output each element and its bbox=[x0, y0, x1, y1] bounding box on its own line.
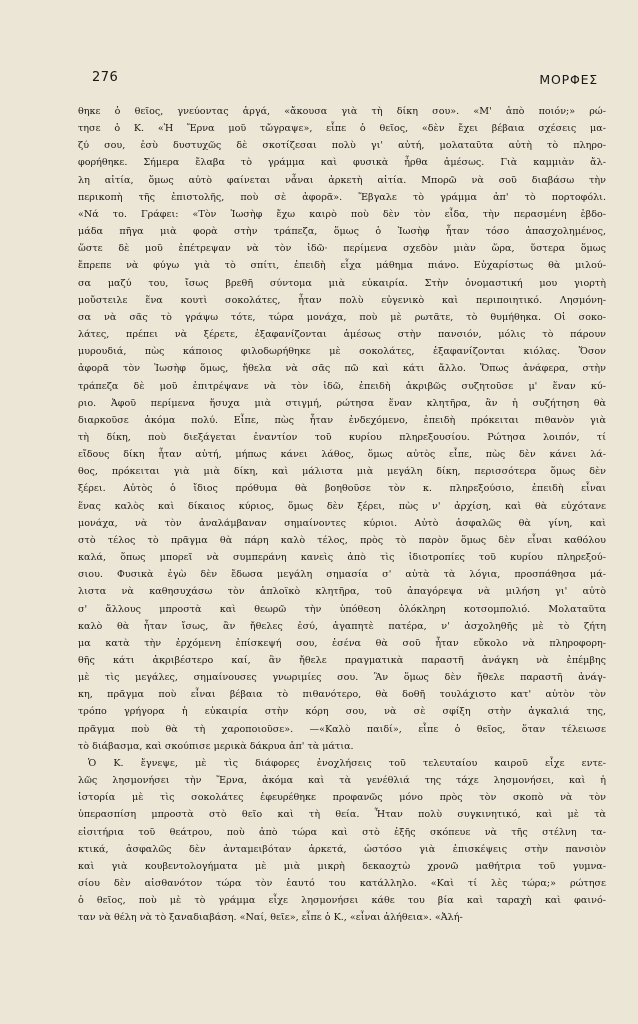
text-line: κη, πρᾶγμα ποὺ εἶναι βέβαια τὸ πιθανότερο, θὰ δοθῆ τουλάχιστο κατ' αὐτὸν τὸν bbox=[78, 689, 606, 701]
text-line: διαρκοῦσε ἀκόμα πολύ. Εἶπε, πὼς ἦταν ἐνδεχόμενο, ἐπειδὴ πρόκειται πιθανὸν γιὰ bbox=[78, 414, 606, 426]
text-line: ὑπερασπίση μπροστὰ στὸ θεῖο καὶ τὴ θεία. Ἦταν πολὺ συγκινητικό, καὶ μὲ τὰ bbox=[78, 809, 606, 821]
text-line: περικοπὴ τῆς ἐπιστολῆς, ποὺ σὲ ἀφορᾶ». Ἔβγαλε τὸ γράμμα ἀπ' τὸ πορτοφόλι. bbox=[78, 191, 606, 203]
page-number: 276 bbox=[92, 70, 119, 85]
text-line: σ' ἄλλους μπροστὰ καὶ θεωρῶ τὴν ὑπόθεση ὁλόκληρη κοτσομπολιό. Μολαταῦτα bbox=[78, 603, 606, 615]
text-line: μυρουδιά, πὼς κάποιος φιλοδωρήθηκε μὲ σοκολάτες, ἐξαφανίζονται κιόλας. Ὅσον bbox=[78, 346, 606, 358]
text-line: μοὔστειλε ἕνα κουτὶ σοκολάτες, ἦταν πολὺ εὐγενικὸ καὶ περιποιητικό. Λησμόνη- bbox=[78, 294, 606, 306]
text-line: πρᾶγμα ποὺ θὰ τὴ χαροποιοῦσε». —«Καλὸ παιδί», εἶπε ὁ θεῖος, ὅταν τέλειωσε bbox=[78, 723, 606, 735]
text-line: «Νά το. Γράφει: «Τὸν Ἰωσὴφ ἔχω καιρὸ ποὺ δὲν τὸν εἶδα, τὴν περασμένη ἑβδο- bbox=[78, 208, 606, 220]
text-line: τὸ διάβασμα, καὶ σκούπισε μερικὰ δάκρυα ἀπ' τὰ μάτια. bbox=[78, 740, 354, 752]
running-title: ΜΟΡΦΕΣ bbox=[539, 72, 598, 87]
text-line: μονάχα, νὰ τὸν ἀναλάμβαναν σημαίνοντες κύριοι. Αὐτὸ ἀσφαλῶς θὰ γίνη, καὶ bbox=[78, 517, 606, 529]
text-line: τησε ὁ Κ. «Ἡ Ἔρνα μοῦ τὤγραψε», εἶπε ὁ θεῖος, «δὲν ἔχει βέβαια σχέσεις μα- bbox=[78, 123, 606, 135]
text-line: Ὁ Κ. ἔγνεψε, μὲ τὶς διάφορες ἐνοχλήσεις τοῦ τελευταίου καιροῦ εἶχε εντε- bbox=[88, 757, 606, 769]
text-line: ξέρει. Αὐτὸς ὁ ἴδιος πρόθυμα θὰ βοηθοῦσε τὸν κ. πληρεξούσιο, ἐπειδὴ εἶναι bbox=[78, 483, 606, 495]
text-line: θῆς κάτι ἀκριβέστερο καί, ἂν ἤθελε πραγματικὰ παραστῆ ἀνάγκη νὰ ἐπέμβης bbox=[78, 655, 606, 666]
text-line: καλά, ὅπως μπορεῖ νὰ συμπεράνη κανεὶς ἀπὸ τὶς ἰδιοτροπίες τοῦ κυρίου πληρεξού- bbox=[78, 552, 606, 564]
text-line: λιστα νὰ καθησυχάσω τὸν ἁπλοϊκὸ κλητῆρα, τοῦ ἀπαγόρεψα νὰ μιλήση γι' αὐτὸ bbox=[78, 586, 606, 598]
text-line: σιου. Φυσικὰ ἐγὼ δὲν ἔδωσα μεγάλη σημασία σ' αὐτὰ τὰ λόγια, προσπάθησα μά- bbox=[78, 569, 606, 581]
text-line: τράπεζα δὲ μοῦ ἐπιτρέψανε νὰ τὸν ἰδῶ, ἐπειδὴ ἀκριβῶς συζητοῦσε μ' ἕναν κύ- bbox=[78, 380, 606, 392]
text-line: ταν νὰ θέλη νὰ τὸ ξαναδιαβάση. «Ναί, θεῖε», εἶπε ὁ Κ., «εἶναι ἀλήθεια». «Ἀλή- bbox=[78, 912, 463, 924]
text-line: κτικά, ἀσφαλῶς δὲν ἀνταμειβόταν ἀρκετά, ὡστόσο γιὰ ἐπισκέψεις στὴν πανσιὸν bbox=[78, 843, 606, 855]
text-line: λῶς λησμονήσει τὴν Ἔρνα, ἀκόμα καὶ τὰ γενέθλιά της τάχε λησμονήσει, καὶ ἡ bbox=[78, 775, 606, 787]
text-line: μα κατὰ τὴν ἐρχόμενη ἐπίσκεψή σου, ἐσένα θὰ σοῦ ἦταν εὔκολο νὰ πληροφορη- bbox=[78, 637, 606, 649]
text-line: λη αἰτία, ὅμως αὐτὸ φαίνεται νἆναι ἀρκετὴ αἰτία. Μπορῶ νὰ σοῦ διαβάσω τὴν bbox=[78, 174, 606, 186]
text-line: ἔπρεπε νὰ φύγω γιὰ τὸ σπίτι, ἐπειδὴ εἶχα μάθημα πιάνο. Εὐχαρίστως θὰ μιλού- bbox=[78, 260, 606, 272]
text-line: σίου δὲν αἰσθανότον τώρα τὸν ἑαυτό του κατάλληλο. «Καὶ τί λὲς τώρα;» ρώτησε bbox=[78, 878, 606, 890]
text-line: ἱστορία μὲ τὶς σοκολάτες ἐφευρέθηκε προφανῶς μόνο πρὸς τὸν σκοπὸ νὰ τὸν bbox=[78, 792, 606, 804]
text-line: σα νὰ σᾶς τὸ γράψω τότε, τώρα μονάχα, ποὺ μὲ ρωτᾶτε, τὸ θυμήθηκα. Οἱ σοκο- bbox=[78, 311, 606, 323]
text-line: τὴ δίκη, ποὺ διεξάγεται ἐναντίον τοῦ κυρίου πληρεξουσίου. Ρώτησα λοιπόν, τί bbox=[78, 431, 606, 443]
text-line: μὲ τὶς μεγάλες, σημαίνουσες γνωριμίες σου. Ἂν ὅμως δὲν ἤθελε παραστῆ ἀνάγ- bbox=[78, 672, 606, 684]
text-line: ριο. Ἀφοῦ περίμενα ἥσυχα μιὰ στιγμή, ρώτησα ἕναν κλητῆρα, ἂν ἡ συζήτηση θὰ bbox=[78, 397, 606, 409]
text-line: ἀφορᾶ τὸν Ἰωσὴφ ὅμως, ἤθελα νὰ σᾶς πῶ καὶ κάτι ἄλλο. Ὅπως ἀνάφερα, στὴν bbox=[78, 363, 606, 375]
text-line: εἴδους δίκη ἦταν αὐτή, μήπως κάνει λάθος, ὅμως αὐτὸς εἶπε, πὼς δὲν κάνει λά- bbox=[78, 449, 606, 461]
text-line: μάδα πῆγα μιὰ φορὰ στὴν τράπεζα, ὅμως ὁ Ἰωσὴφ ἦταν τόσο ἀπασχολημένος, bbox=[78, 226, 606, 238]
text-line: θηκε ὁ θεῖος, γνεύοντας ἀργά, «ἄκουσα γιὰ τὴ δίκη σου». «Μ' ἀπὸ ποιόν;» ρώ- bbox=[78, 106, 606, 117]
text-line: ὥστε δὲ μοῦ ἐπέτρεψαν νὰ τὸν ἰδῶ· περίμενα σχεδὸν μιὰν ὥρα, ὕστερα ὅμως bbox=[78, 243, 606, 255]
text-line: στὸ τέλος τὸ πρᾶγμα θὰ πάρη καλὸ τέλος, πρὸς τὸ παρὸν ὅμως δὲν εἶναι καθόλου bbox=[78, 534, 606, 546]
text-line: ὁ θεῖος, ποὺ μὲ τὸ γράμμα εἶχε λησμονήσει κάθε του βία καὶ ταραχὴ καὶ φαινό- bbox=[78, 895, 606, 907]
text-line: θος, πρόκειται γιὰ μιὰ δίκη, καὶ μάλιστα μιὰ μεγάλη δίκη, περισσότερα ὅμως δὲν bbox=[78, 466, 606, 478]
text-line: ἕνας καλὸς καὶ δίκαιος κύριος, ὅμως δὲν ξέρει, πὼς ν' ἀρχίση, καὶ θὰ εὐχότανε bbox=[78, 500, 606, 512]
text-line: σα μαζύ του, ἴσως βρεθῆ σύντομα μιὰ εὐκαιρία. Στὴν ὀνομαστική μου γιορτὴ bbox=[78, 277, 606, 289]
paragraph bbox=[78, 103, 606, 755]
body-text bbox=[78, 103, 606, 927]
text-line: καλὸ θὰ ἦταν ἴσως, ἂν ἤθελες ἐσύ, ἀγαπητὲ πατέρα, ν' ἀσχοληθῆς μὲ τὸ ζήτη bbox=[78, 620, 606, 632]
text-line: καὶ γιὰ κουβεντολογήματα μὲ μιὰ μικρὴ δεκαοχτὼ χρονῶ μαθήτρια τοῦ γυμνα- bbox=[78, 860, 606, 872]
text-line: φορήθηκε. Σήμερα ἔλαβα τὸ γράμμα καὶ φυσικὰ ἦρθα ἀμέσως. Γιὰ καμμιὰν ἄλ- bbox=[78, 157, 606, 169]
text-line: εἰσιτήρια τοῦ θεάτρου, ποὺ ἀπὸ τώρα καὶ στὸ ἑξῆς σκόπευε νὰ τῆς στέλνη τα- bbox=[78, 826, 606, 838]
text-line: τρόπο γρήγορα ἡ εὐκαιρία στὴν κόρη σου, νὰ σὲ σφίξη στὴν ἀγκαλιά της, bbox=[78, 706, 606, 718]
paragraph bbox=[78, 755, 606, 927]
text-line: ζύ σου, ἐσὺ δυστυχῶς δὲ σκοτίζεσαι πολὺ γι' αὐτή, μολαταῦτα αὐτὴ τὸ πληρο- bbox=[78, 140, 606, 152]
text-line: λάτες, πρέπει νὰ ξέρετε, ἐξαφανίζονται ἀμέσως στὴν πανσιόν, μόλις τὸ πάρουν bbox=[78, 329, 606, 341]
